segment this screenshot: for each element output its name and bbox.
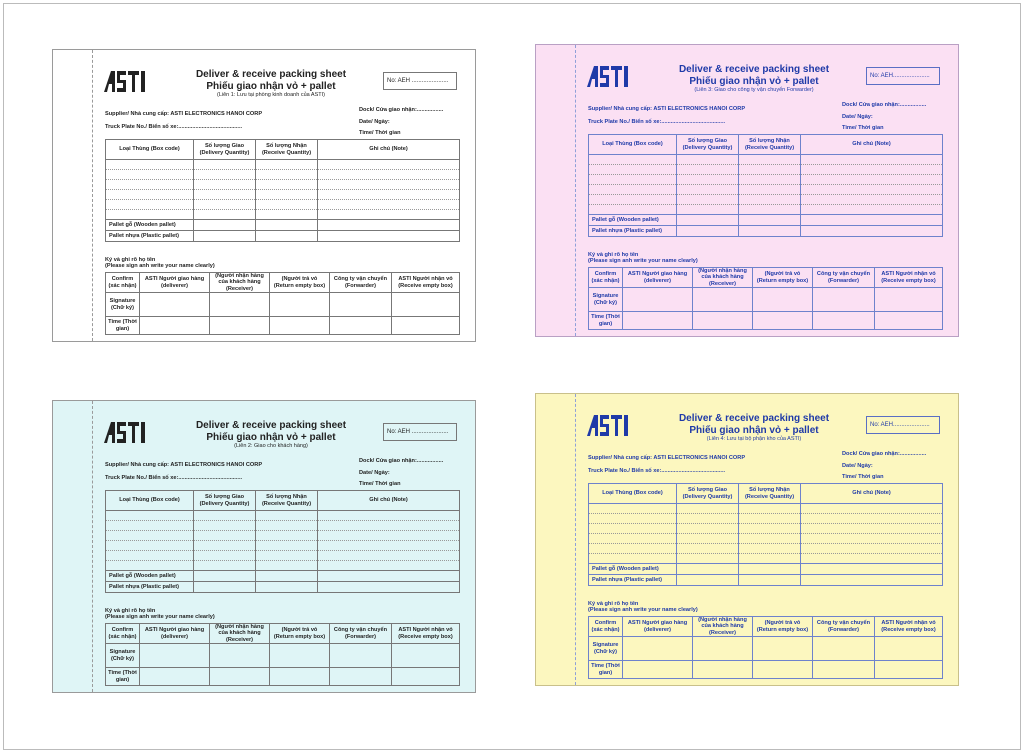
supplier-line: Supplier/ Nhà cung cấp: ASTI ELECTRONICS HANOI CORP <box>588 106 746 112</box>
truck-plate-field[interactable]: Truck Plate No./ Biển số xe:......................................... <box>588 119 726 125</box>
time-row-label: Time (Thời gian) <box>106 668 140 686</box>
col-forwarder: Công ty vận chuyển (Forwarder) <box>330 624 392 644</box>
truck-plate-field[interactable]: Truck Plate No./ Biển số xe:......................................... <box>588 468 726 474</box>
col-receiver: (Người nhận hàng của khách hàng (Receiver) <box>693 268 753 288</box>
sheet-number-field[interactable]: No: AEH ...................... <box>383 72 457 90</box>
time-cell[interactable] <box>623 312 693 330</box>
packing-table-header <box>589 135 943 155</box>
sign-instruction <box>588 601 698 614</box>
dock-field[interactable]: Dock/ Cửa giao nhận:................. <box>842 102 927 108</box>
signature-cell[interactable] <box>875 288 943 312</box>
col-return-empty-box: (Người trả vỏ (Return empty box) <box>270 273 330 293</box>
confirm-label: Confirm (xác nhận) <box>589 268 623 288</box>
signature-cell[interactable] <box>875 637 943 661</box>
plastic-pallet-label: Pallet nhựa (Plastic pallet) <box>589 575 677 586</box>
title-en: Deliver & receive packing sheet <box>678 413 830 424</box>
sign-instruction-en: (Please sign anh write your name clearly) <box>105 263 215 270</box>
signature-cell[interactable] <box>210 644 270 668</box>
title-vn: Phiếu giao nhận vỏ + pallet <box>689 424 819 436</box>
packing-table <box>105 139 460 242</box>
table-row[interactable] <box>106 511 460 521</box>
table-row[interactable] <box>106 541 460 551</box>
plastic-pallet-row[interactable] <box>106 582 460 593</box>
signature-cell[interactable] <box>270 293 330 317</box>
wooden-pallet-label: Pallet gỗ (Wooden pallet) <box>106 571 194 582</box>
signature-row-label: Signature (Chữ ký) <box>106 644 140 668</box>
table-row[interactable] <box>589 165 943 175</box>
col-delivery-quantity: Số lượng Giao (Delivery Quantity) <box>677 135 739 155</box>
asti-logo-icon <box>587 66 633 87</box>
signature-cell[interactable] <box>140 644 210 668</box>
sign-instruction-vn: Ký và ghi rõ họ tên <box>105 608 156 614</box>
table-row[interactable] <box>589 524 943 534</box>
date-field[interactable]: Date/ Ngày: <box>842 463 873 469</box>
truck-plate-field[interactable]: Truck Plate No./ Biển số xe:......................................... <box>105 124 243 130</box>
time-cell[interactable] <box>693 661 753 679</box>
packing-table <box>588 483 943 586</box>
signature-table-header <box>106 624 460 644</box>
table-row[interactable] <box>589 534 943 544</box>
packing-table-header <box>106 491 460 511</box>
time-field[interactable]: Time/ Thời gian <box>359 481 401 487</box>
confirm-label: Confirm (xác nhận) <box>106 273 140 293</box>
confirm-label: Confirm (xác nhận) <box>106 624 140 644</box>
col-deliverer: ASTI Người giao hàng (deliverer) <box>623 268 693 288</box>
sheet-number-field[interactable]: No: AEH...................... <box>866 67 940 85</box>
signature-row[interactable] <box>589 637 943 661</box>
time-cell[interactable] <box>330 317 392 335</box>
time-row[interactable] <box>589 661 943 679</box>
col-return-empty-box: (Người trả vỏ (Return empty box) <box>753 268 813 288</box>
perforated-stub <box>536 45 576 336</box>
table-row[interactable] <box>589 504 943 514</box>
time-row-label: Time (Thời gian) <box>589 661 623 679</box>
time-cell[interactable] <box>330 668 392 686</box>
time-cell[interactable] <box>623 661 693 679</box>
asti-logo <box>104 422 150 443</box>
date-field[interactable]: Date/ Ngày: <box>359 470 390 476</box>
wooden-pallet-label: Pallet gỗ (Wooden pallet) <box>106 220 194 231</box>
time-cell[interactable] <box>210 317 270 335</box>
plastic-pallet-row[interactable] <box>589 226 943 237</box>
col-receive-quantity: Số lượng Nhận (Receive Quantity) <box>739 135 801 155</box>
signature-cell[interactable] <box>623 288 693 312</box>
signature-table <box>588 616 943 679</box>
sign-instruction-vn: Ký và ghi rõ họ tên <box>588 601 639 607</box>
col-receiver: (Người nhận hàng của khách hàng (Receiver) <box>210 273 270 293</box>
sheet-number-field[interactable]: No: AEH...................... <box>866 416 940 434</box>
signature-cell[interactable] <box>693 637 753 661</box>
col-asti-receive-empty-box: ASTI Người nhận vỏ (Receive empty box) <box>875 617 943 637</box>
packing-table <box>105 490 460 593</box>
table-row[interactable] <box>589 185 943 195</box>
supplier-line: Supplier/ Nhà cung cấp: ASTI ELECTRONICS HANOI CORP <box>588 455 746 461</box>
sheet-title <box>171 420 371 449</box>
time-cell[interactable] <box>392 668 460 686</box>
signature-table-header <box>589 617 943 637</box>
col-receiver: (Người nhận hàng của khách hàng (Receiver) <box>210 624 270 644</box>
sign-instruction <box>105 608 215 621</box>
signature-cell[interactable] <box>693 288 753 312</box>
copy-note: (Liên 1: Lưu tại phòng kinh doanh của ASTI) <box>217 92 325 98</box>
time-row-label: Time (Thời gian) <box>589 312 623 330</box>
table-row[interactable] <box>106 190 460 200</box>
title-en: Deliver & receive packing sheet <box>195 69 347 80</box>
signature-cell[interactable] <box>813 288 875 312</box>
signature-cell[interactable] <box>392 644 460 668</box>
col-asti-receive-empty-box: ASTI Người nhận vỏ (Receive empty box) <box>875 268 943 288</box>
signature-cell[interactable] <box>753 288 813 312</box>
table-row[interactable] <box>589 205 943 215</box>
copy-note: (Liên 4: Lưu tại bộ phận kho của ASTI) <box>706 436 802 442</box>
supplier-line: Supplier/ Nhà cung cấp: ASTI ELECTRONICS HANOI CORP <box>105 462 263 468</box>
col-asti-receive-empty-box: ASTI Người nhận vỏ (Receive empty box) <box>392 624 460 644</box>
dock-field[interactable]: Dock/ Cửa giao nhận:................. <box>359 458 444 464</box>
signature-row[interactable] <box>106 293 460 317</box>
col-note: Ghi chú (Note) <box>318 491 460 511</box>
time-cell[interactable] <box>753 312 813 330</box>
time-cell[interactable] <box>875 661 943 679</box>
table-row[interactable] <box>106 210 460 220</box>
signature-cell[interactable] <box>140 293 210 317</box>
perforated-stub <box>53 50 93 341</box>
signature-cell[interactable] <box>813 637 875 661</box>
confirm-label: Confirm (xác nhận) <box>589 617 623 637</box>
sheet-title <box>654 64 854 93</box>
time-cell[interactable] <box>210 668 270 686</box>
title-vn: Phiếu giao nhận vỏ + pallet <box>206 431 336 443</box>
signature-cell[interactable] <box>270 644 330 668</box>
plastic-pallet-label: Pallet nhựa (Plastic pallet) <box>106 582 194 593</box>
col-box-code: Loại Thùng (Box code) <box>589 135 677 155</box>
col-deliverer: ASTI Người giao hàng (deliverer) <box>623 617 693 637</box>
table-row[interactable] <box>589 175 943 185</box>
col-delivery-quantity: Số lượng Giao (Delivery Quantity) <box>677 484 739 504</box>
time-cell[interactable] <box>753 661 813 679</box>
signature-row[interactable] <box>589 288 943 312</box>
plastic-pallet-label: Pallet nhựa (Plastic pallet) <box>106 231 194 242</box>
col-receive-quantity: Số lượng Nhận (Receive Quantity) <box>256 140 318 160</box>
packing-table-header <box>106 140 460 160</box>
plastic-pallet-row[interactable] <box>589 575 943 586</box>
asti-logo-icon <box>104 422 150 443</box>
sign-instruction <box>105 257 215 270</box>
packing-sheet-lien3 <box>535 44 959 337</box>
perforated-stub <box>536 394 576 685</box>
time-cell[interactable] <box>875 312 943 330</box>
col-deliverer: ASTI Người giao hàng (deliverer) <box>140 273 210 293</box>
col-forwarder: Công ty vận chuyển (Forwarder) <box>813 268 875 288</box>
perforated-stub <box>53 401 93 692</box>
signature-table <box>105 623 460 686</box>
signature-table <box>105 272 460 335</box>
time-cell[interactable] <box>270 317 330 335</box>
table-row[interactable] <box>106 180 460 190</box>
date-field[interactable]: Date/ Ngày: <box>842 114 873 120</box>
signature-row-label: Signature (Chữ ký) <box>589 288 623 312</box>
col-box-code: Loại Thùng (Box code) <box>106 491 194 511</box>
sign-instruction-en: (Please sign anh write your name clearly) <box>588 607 698 614</box>
table-row[interactable] <box>106 170 460 180</box>
sheet-number-field[interactable]: No: AEH ...................... <box>383 423 457 441</box>
sign-instruction <box>588 252 698 265</box>
col-note: Ghi chú (Note) <box>318 140 460 160</box>
wooden-pallet-row[interactable] <box>106 571 460 582</box>
table-row[interactable] <box>106 160 460 170</box>
table-row[interactable] <box>589 544 943 554</box>
col-deliverer: ASTI Người giao hàng (deliverer) <box>140 624 210 644</box>
packing-sheet-lien4 <box>535 393 959 686</box>
col-note: Ghi chú (Note) <box>801 484 943 504</box>
wooden-pallet-label: Pallet gỗ (Wooden pallet) <box>589 564 677 575</box>
sheet-title <box>171 69 371 98</box>
col-box-code: Loại Thùng (Box code) <box>106 140 194 160</box>
sign-instruction-en: (Please sign anh write your name clearly) <box>588 258 698 265</box>
packing-sheet-lien1 <box>52 49 476 342</box>
time-cell[interactable] <box>140 668 210 686</box>
asti-logo <box>587 415 633 436</box>
title-en: Deliver & receive packing sheet <box>678 64 830 75</box>
signature-cell[interactable] <box>623 637 693 661</box>
col-return-empty-box: (Người trả vỏ (Return empty box) <box>753 617 813 637</box>
signature-table-header <box>106 273 460 293</box>
time-field[interactable]: Time/ Thời gian <box>842 125 884 131</box>
table-row[interactable] <box>589 155 943 165</box>
time-row-label: Time (Thời gian) <box>106 317 140 335</box>
asti-logo-icon <box>587 415 633 436</box>
supplier-line: Supplier/ Nhà cung cấp: ASTI ELECTRONICS HANOI CORP <box>105 111 263 117</box>
col-receiver: (Người nhận hàng của khách hàng (Receiver) <box>693 617 753 637</box>
col-asti-receive-empty-box: ASTI Người nhận vỏ (Receive empty box) <box>392 273 460 293</box>
sheet-title <box>654 413 854 442</box>
signature-cell[interactable] <box>330 293 392 317</box>
time-row[interactable] <box>106 668 460 686</box>
table-row[interactable] <box>106 561 460 571</box>
col-receive-quantity: Số lượng Nhận (Receive Quantity) <box>739 484 801 504</box>
table-row[interactable] <box>589 514 943 524</box>
col-forwarder: Công ty vận chuyển (Forwarder) <box>330 273 392 293</box>
table-row[interactable] <box>106 551 460 561</box>
truck-plate-field[interactable]: Truck Plate No./ Biển số xe:......................................... <box>105 475 243 481</box>
packing-table-header <box>589 484 943 504</box>
wooden-pallet-row[interactable] <box>589 215 943 226</box>
sign-instruction-en: (Please sign anh write your name clearly) <box>105 614 215 621</box>
plastic-pallet-row[interactable] <box>106 231 460 242</box>
wooden-pallet-row[interactable] <box>589 564 943 575</box>
table-row[interactable] <box>106 531 460 541</box>
title-vn: Phiếu giao nhận vỏ + pallet <box>689 75 819 87</box>
time-row[interactable] <box>589 312 943 330</box>
time-field[interactable]: Time/ Thời gian <box>359 130 401 136</box>
time-row[interactable] <box>106 317 460 335</box>
time-cell[interactable] <box>140 317 210 335</box>
col-return-empty-box: (Người trả vỏ (Return empty box) <box>270 624 330 644</box>
col-forwarder: Công ty vận chuyển (Forwarder) <box>813 617 875 637</box>
copy-note: (Liên 3: Giao cho công ty vận chuyển Forwarder) <box>694 87 814 93</box>
signature-cell[interactable] <box>210 293 270 317</box>
table-row[interactable] <box>106 521 460 531</box>
table-row[interactable] <box>106 200 460 210</box>
table-row[interactable] <box>589 554 943 564</box>
title-vn: Phiếu giao nhận vỏ + pallet <box>206 80 336 92</box>
signature-cell[interactable] <box>330 644 392 668</box>
col-receive-quantity: Số lượng Nhận (Receive Quantity) <box>256 491 318 511</box>
time-cell[interactable] <box>813 661 875 679</box>
signature-cell[interactable] <box>753 637 813 661</box>
wooden-pallet-row[interactable] <box>106 220 460 231</box>
col-delivery-quantity: Số lượng Giao (Delivery Quantity) <box>194 140 256 160</box>
asti-logo <box>104 71 150 92</box>
signature-row-label: Signature (Chữ ký) <box>106 293 140 317</box>
time-field[interactable]: Time/ Thời gian <box>842 474 884 480</box>
dock-field[interactable]: Dock/ Cửa giao nhận:................. <box>842 451 927 457</box>
time-cell[interactable] <box>813 312 875 330</box>
col-delivery-quantity: Số lượng Giao (Delivery Quantity) <box>194 491 256 511</box>
plastic-pallet-label: Pallet nhựa (Plastic pallet) <box>589 226 677 237</box>
signature-row[interactable] <box>106 644 460 668</box>
title-en: Deliver & receive packing sheet <box>195 420 347 431</box>
sign-instruction-vn: Ký và ghi rõ họ tên <box>105 257 156 263</box>
table-row[interactable] <box>589 195 943 205</box>
sign-instruction-vn: Ký và ghi rõ họ tên <box>588 252 639 258</box>
signature-row-label: Signature (Chữ ký) <box>589 637 623 661</box>
time-cell[interactable] <box>270 668 330 686</box>
packing-sheet-lien2 <box>52 400 476 693</box>
signature-table <box>588 267 943 330</box>
time-cell[interactable] <box>392 317 460 335</box>
date-field[interactable]: Date/ Ngày: <box>359 119 390 125</box>
copy-note: (Liên 2: Giao cho khách hàng) <box>234 443 308 449</box>
time-cell[interactable] <box>693 312 753 330</box>
packing-table <box>588 134 943 237</box>
dock-field[interactable]: Dock/ Cửa giao nhận:................. <box>359 107 444 113</box>
signature-cell[interactable] <box>392 293 460 317</box>
wooden-pallet-label: Pallet gỗ (Wooden pallet) <box>589 215 677 226</box>
col-note: Ghi chú (Note) <box>801 135 943 155</box>
asti-logo <box>587 66 633 87</box>
signature-table-header <box>589 268 943 288</box>
col-box-code: Loại Thùng (Box code) <box>589 484 677 504</box>
asti-logo-icon <box>104 71 150 92</box>
